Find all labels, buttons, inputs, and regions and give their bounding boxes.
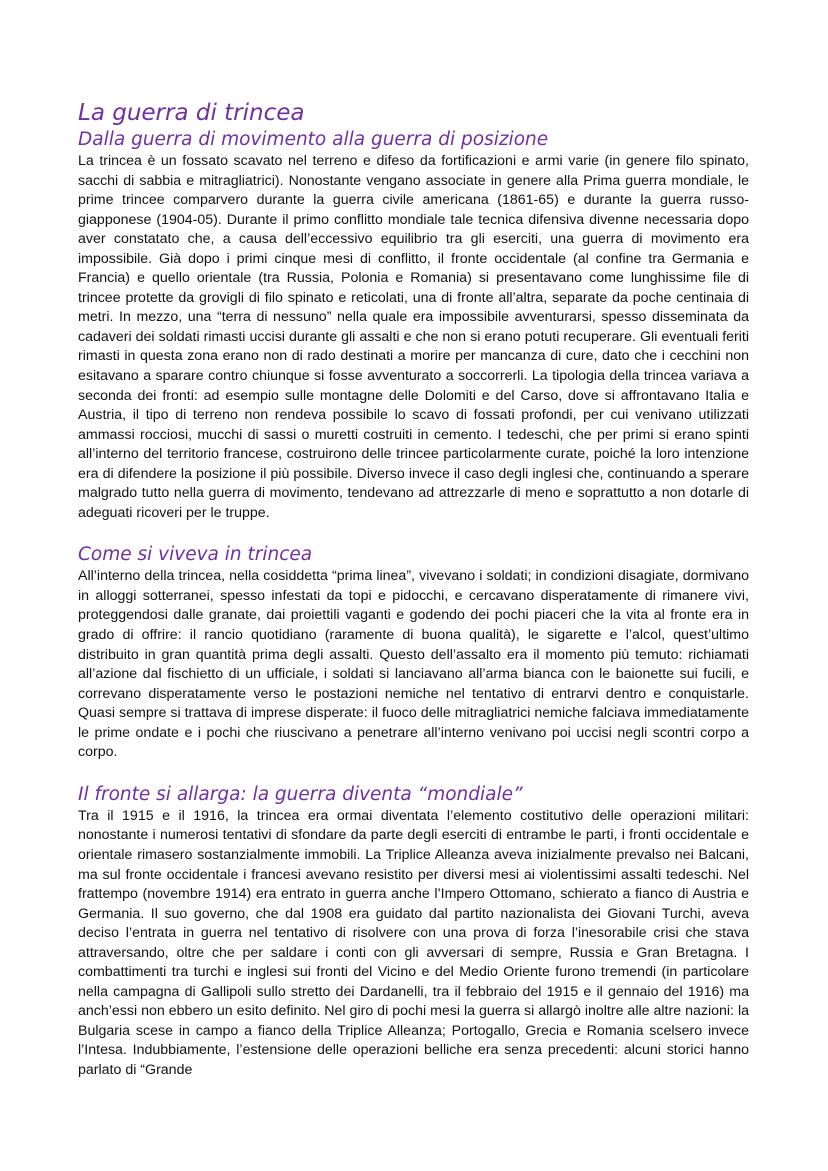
section-body-2: All’interno della trincea, nella cosiddetta “prima linea”, vivevano i soldati; in condizioni disagiate, dormivano in alloggi sotterranei, spesso infestati da topi e pidocchi, e cercavano disperatamente di rimanere vivi, proteggendosi dalle granate, dai proiettili vaganti e godendo dei pochi piaceri che la vita al fronte era in grado di offrire: il rancio quotidiano (raramente di buona qualità), le sigarette e l’alcol, quest’ultimo distribuito in gran quantità prima degli assalti. Questo dell’assalto era il momento più temuto: richiamati all’azione dal fischietto di un ufficiale, i soldati si lanciavano all’arma bianca con le baionette sui fucili, e correvano disperatamente verso le postazioni nemiche nel tentativo di entrarvi dentro e conquistarle. Quasi sempre si trattava di imprese disperate: il fuoco delle mitragliatrici nemiche falciava immediatamente le prime ondate e i pochi che riuscivano a penetrare all’interno venivano poi uccisi negli scontri corpo a corpo. — [78, 568, 749, 761]
document-title: La guerra di trincea — [78, 100, 305, 126]
document-page — [78, 98, 749, 1081]
section-heading-2: Come si viveva in trincea — [78, 544, 313, 566]
section-body-3: Tra il 1915 e il 1916, la trincea era ormai diventata l’elemento costitutivo delle operazioni militari: nonostante i numerosi tentativi di sfondare da parte degli eserciti di entrambe le parti, i fronti occidentale e orientale rimasero sostanzialmente immobili. La Triplice Alleanza aveva inizialmente prevalso nei Balcani, ma sul fronte occidentale i francesi avevano resistito per diversi mesi ai violentissimi assalti tedeschi. Nel frattempo (novembre 1914) era entrato in guerra anche l’Impero Ottomano, schierato a fianco di Austria e Germania. Il suo governo, che dal 1908 era guidato dal partito nazionalista dei Giovani Turchi, aveva deciso l’entrata in guerra nel tentativo di risolvere con una prova di forza l’inesorabile crisi che stava attraversando, oltre che per saldare i conti con gli avversari di sempre, Russia e Gran Bretagna. I combattimenti tra turchi e inglesi sui fronti del Vicino e del Medio Oriente furono tremendi (in particolare nella campagna di Gallipoli sullo stretto dei Dardanelli, tra il febbraio del 1915 e il gennaio del 1916) ma anch’essi non ebbero un esito definito. Nel giro di pochi mesi la guerra si allargò inoltre alle altre nazioni: la Bulgaria scese in campo a fianco della Triplice Alleanza; Portogallo, Grecia e Romania scelsero invece l’Intesa. Indubbiamente, l’estensione delle operazioni belliche era senza precedenti: alcuni storici hanno parlato di “Grande — [78, 807, 749, 1078]
section-heading-1: Dalla guerra di movimento alla guerra di posizione — [78, 129, 549, 150]
section-heading-3: Il fronte si allarga: la guerra diventa “mondiale” — [78, 783, 523, 805]
section-body-1: La trincea è un fossato scavato nel terreno e difeso da fortificazioni e armi varie (in genere filo spinato, sacchi di sabbia e mitragliatrici). Nonostante vengano associate in genere alla Prima guerra mondiale, le prime trincee comparvero durante la guerra civile americana (1861-65) e durante la guerra russo-giapponese (1904-05). Durante il primo conflitto mondiale tale tecnica difensiva divenne necessaria dopo aver constatato che, a causa dell’eccessivo equilibrio tra gli eserciti, una guerra di movimento era impossibile. Già dopo i primi cinque mesi di conflitto, il fronte occidentale (al confine tra Germania e Francia) e quello orientale (tra Russia, Polonia e Romania) si presentavano come lunghissime file di trincee protette da grovigli di filo spinato e reticolati, una di fronte all’altra, separate da poche centinaia di metri. In mezzo, una “terra di nessuno” nella quale era impossibile avventurarsi, spesso disseminata da cadaveri dei soldati rimasti uccisi durante gli assalti e che non si erano potuti recuperare. Gli eventuali feriti rimasti in questa zona erano non di rado destinati a morire per mancanza di cure, dato che i cecchini non esitavano a sparare contro chiunque si fosse avventurato a soccorrerli. La tipologia della trincea variava a seconda dei fronti: ad esempio sulle montagne delle Dolomiti e del Carso, dove si affrontavano Italia e Austria, il tipo di terreno non rendeva possibile lo scavo di fossati profondi, per cui venivano utilizzati ammassi rocciosi, mucchi di sassi o muretti costruiti in cemento. I tedeschi, che per primi si erano spinti all’interno del territorio francese, costruirono delle trincee particolarmente curate, poiché la loro intenzione era di difendere la posizione il più possibile. Diverso invece il caso degli inglesi che, continuando a sperare malgrado tutto nella guerra di movimento, tendevano ad attrezzarle di meno e soprattutto a non dotarle di adeguati ricoveri per le truppe. — [78, 153, 749, 521]
